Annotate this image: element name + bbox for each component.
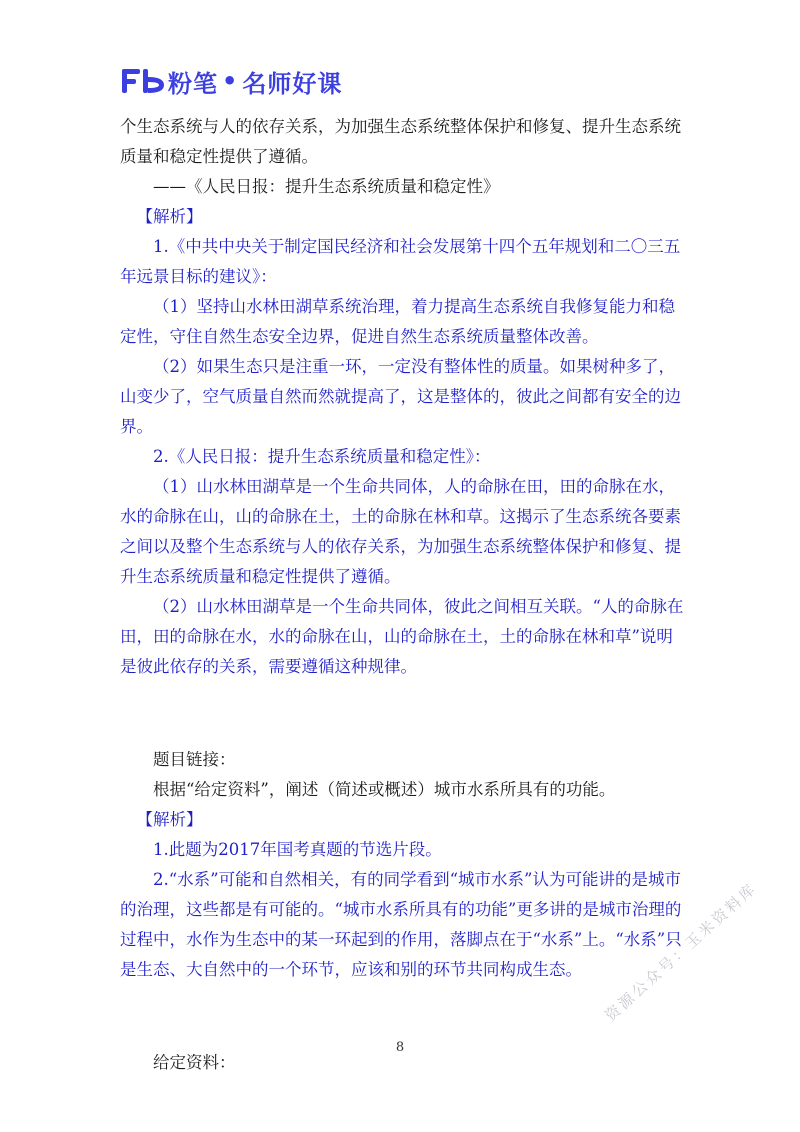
- body-paragraph: ——《人民日报：提升生态系统质量和稳定性》: [153, 177, 500, 196]
- analysis-paragraph: （2）山水林田湖草是一个生命共同体，彼此之间相互关联。“人的命脉在田，田的命脉在水，水的命脉在山，山的命脉在土，土的命脉在林和草”说明是彼此依存的关系，需要遵循这种规律。: [120, 597, 684, 676]
- paragraph-spacer: [120, 1002, 686, 1032]
- analysis-paragraph: （2）如果生态只是注重一环，一定没有整体性的质量。如果树种多了，山变少了，空气质量自然而然就提高了，这是整体的，彼此之间都有安全的边界。: [120, 357, 681, 436]
- document-body: [120, 112, 686, 1078]
- analysis-heading: 【解析】: [136, 810, 203, 829]
- fb-logo-icon: [120, 66, 166, 96]
- brand-logo: [120, 64, 342, 98]
- brand-name: 粉笔: [168, 69, 218, 98]
- brand-separator: •: [222, 67, 239, 95]
- brand-slogan: 名师好课: [242, 69, 343, 98]
- body-paragraph: 给定资料：: [153, 1053, 236, 1072]
- analysis-paragraph: （1）坚持山水林田湖草系统治理，着力提高生态系统自我修复能力和稳定性，守住自然生态安全边界，促进自然生态系统质量整体改善。: [120, 297, 675, 346]
- paragraph-spacer: [120, 699, 686, 729]
- analysis-paragraph: 1.《中共中央关于制定国民经济和社会发展第十四个五年规划和二〇三五年远景目标的建议》：: [120, 237, 681, 286]
- watermark-text: 资源公众号：玉米资料库: [601, 878, 761, 1025]
- body-paragraph: 根据“给定资料”，阐述（简述或概述）城市水系所具有的功能。: [153, 780, 616, 799]
- analysis-paragraph: 2.“水系”可能和自然相关，有的同学看到“城市水系”认为可能讲的是城市的治理，这些都是有可能的。“城市水系所具有的功能”更多讲的是城市治理的过程中，水作为生态中的某一环起到的作用，落脚点在于“水系”上。“水系”只是生态、大自然中的一个环节，应该和别的环节共同构成生态。: [120, 870, 682, 979]
- body-paragraph: 题目链接：: [153, 750, 236, 769]
- analysis-heading: 【解析】: [136, 207, 203, 226]
- analysis-paragraph: 2.《人民日报：提升生态系统质量和稳定性》：: [153, 447, 491, 466]
- analysis-paragraph: 1.此题为2017年国考真题的节选片段。: [153, 840, 442, 859]
- page-number: 8: [395, 1040, 405, 1055]
- body-paragraph: 个生态系统与人的依存关系，为加强生态系统整体保护和修复、提升生态系统质量和稳定性提供了遵循。: [120, 117, 681, 166]
- analysis-paragraph: （1）山水林田湖草是一个生命共同体，人的命脉在田，田的命脉在水，水的命脉在山，山的命脉在土，土的命脉在林和草。这揭示了生态系统各要素之间以及整个生态系统与人的依存关系，为加强生态系统整体保护和修复、提升生态系统质量和稳定性提供了遵循。: [120, 477, 681, 586]
